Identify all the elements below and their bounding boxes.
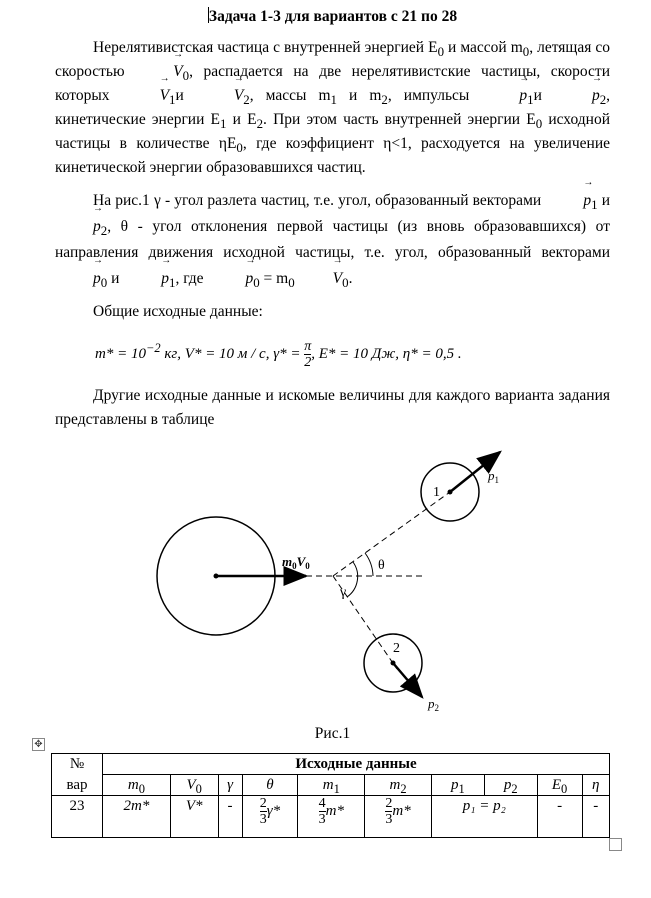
paragraph-general-data: Общие исходные данные:: [93, 303, 263, 320]
page-content: [34, 6, 611, 838]
column-header: $m_1$: [298, 775, 365, 796]
theta-label: θ: [378, 558, 385, 573]
table-row: 23 2m* V* - $\frac{2}{3}$ γ* $\frac{4}{3}$ m* $\frac{2}{3}$ m* p₁ = p₂ - -: [52, 796, 610, 838]
general-data-formula: $m* = 10^{-2}$ кг, V* = 10 м / с, γ* = $\frac{\pi}{2}$ , E* = 10 Дж, η* = 0,5 .: [95, 339, 462, 371]
column-header: $E_0$: [537, 775, 582, 796]
variant-data-table: [51, 753, 610, 838]
table-subheader-row: вар $m_0$ $V_0$ γ θ $m_1$ $m_2$ $p_1$ $p_2$ $E_0$ η: [52, 775, 610, 796]
paragraph-angles: На рис.1 γ - угол разлета частиц, т.е. угол, образованный векторами → $p_1$ $и \to p_2$, θ - угол отклонения первой частицы (из вновь образовавшихся) от направления движения исходной частицы, т.е. угол, образованный векторами → $p_0$ $и \to p_1$, где → $p_0 = m_0\to V_0$.: [55, 188, 610, 292]
figure-decay-diagram: [140, 444, 520, 719]
table-container: [34, 739, 610, 838]
task-title: [55, 6, 610, 28]
column-header: γ: [218, 775, 242, 796]
m0v0-label: $m_0V_0$: [282, 554, 310, 571]
p2-label: $p_2$: [428, 696, 439, 713]
column-header: $p_1$: [431, 775, 484, 796]
particle-1-label: 1: [433, 485, 440, 500]
table-header-row: № Исходные данные: [52, 754, 610, 775]
paragraph-table-intro: Другие исходные данные и искомые величины для каждого варианта задания представлены в таблице: [55, 387, 610, 428]
table-move-handle-icon[interactable]: ✥: [32, 738, 45, 751]
column-header: θ: [242, 775, 298, 796]
gamma-arc: [347, 562, 358, 597]
table-resize-handle[interactable]: [609, 838, 622, 851]
particle-2-label: 2: [393, 641, 400, 656]
gamma-label: γ: [340, 585, 347, 600]
column-header: $m_0$: [103, 775, 171, 796]
column-header: $m_2$: [365, 775, 432, 796]
p1-label: $p_1$: [488, 468, 499, 485]
title-text: Задача 1-3 для вариантов с 21 по 28: [208, 8, 458, 25]
column-header: $V_0$: [170, 775, 218, 796]
column-header: η: [582, 775, 609, 796]
paragraph-intro: Нерелятивистская частица с внутренней энергией $E_0$ и массой $m_0$, летящая со скоростью → $V_0$, распадается на две нерелятивистские частицы, скорости которых → $V_1и \to V_2$, массы $m_1$ и $m_2$, импульсы → $p_1и \to p_2$, кинетические энергии $E_1$ и $E_2$. При этом часть внутренней энергии $E_0$ исходной частицы в количестве $\eta E_0$, где коэффициент η<1, расходуется на увеличение кинетической энергии образовавшихся частиц.: [55, 36, 610, 180]
theta-arc: [365, 553, 373, 576]
figure-caption: Рис.1: [314, 725, 351, 742]
column-header: $p_2$: [484, 775, 537, 796]
